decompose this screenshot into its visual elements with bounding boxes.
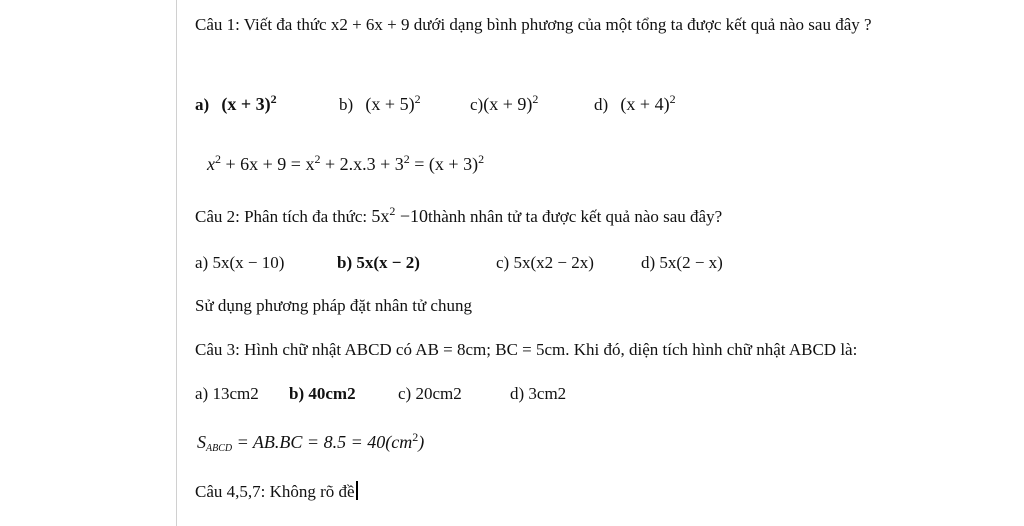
q3-option-a: a) 13cm2 [195, 384, 259, 403]
q2-option-d: d) 5x(2 − x) [641, 253, 723, 272]
q2-option-b: b) 5x(x − 2) [337, 253, 420, 272]
question-2-text: Câu 2: Phân tích đa thức: $5x^2$ −10thành nhân tử ta được kết quả nào sau đây? [195, 204, 723, 226]
document-page[interactable] [195, 0, 1005, 526]
q2-option-a: a) 5x(x − 10) [195, 253, 285, 272]
q1-option-c: $c)(x + 9)^2$ [470, 92, 539, 114]
q3-option-b: b) 40cm2 [289, 384, 356, 403]
question-1-text: Câu 1: Viết đa thức x2 + 6x + 9 dưới dạng bình phương của một tổng ta được kết quả nào sau đây ? [195, 15, 872, 34]
question-2-solution: Sử dụng phương pháp đặt nhân tử chung [195, 296, 472, 315]
q3-option-c: c) 20cm2 [398, 384, 462, 403]
question-4-5-7-text: Câu 4,5,7: Không rõ đề [195, 481, 358, 502]
q2-option-c: c) 5x(x2 − 2x) [496, 253, 594, 272]
q1-option-a: a) $(x + 3)^2$ [195, 92, 277, 114]
question-1-solution: $x^2 + 6x + 9 = x^2 + 2.x.3 + 3^2 = (x + 3)^2$ [207, 152, 485, 174]
q1-option-d: d) $(x + 4)^2$ [594, 92, 676, 114]
question-3-text: Câu 3: Hình chữ nhật ABCD có AB = 8cm; BC = 5cm. Khi đó, diện tích hình chữ nhật ABCD là: [195, 340, 858, 359]
q1-option-b: b) $(x + 5)^2$ [339, 92, 421, 114]
q3-option-d: d) 3cm2 [510, 384, 567, 403]
text-cursor [356, 481, 358, 500]
question-3-solution: $S_{ABCD} = AB.BC = 8.5 = 40(cm^2)$ [197, 430, 425, 454]
page-left-edge [176, 0, 177, 526]
